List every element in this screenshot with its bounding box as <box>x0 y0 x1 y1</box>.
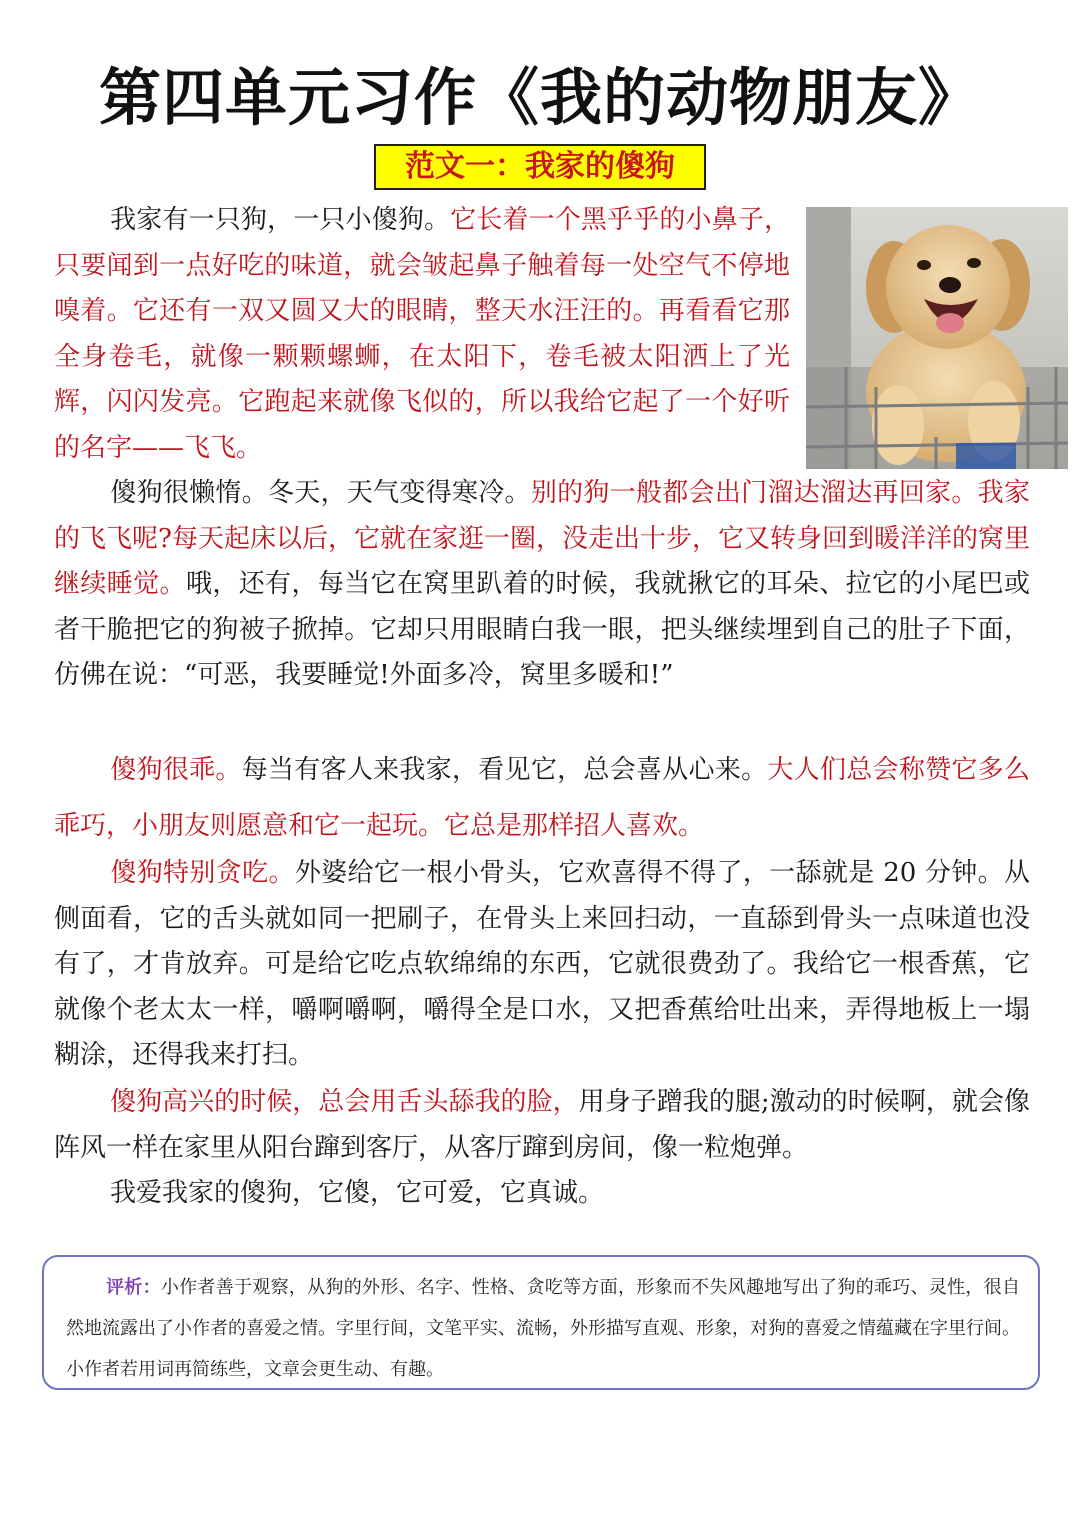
paragraph-3-part-1: 傻狗很乖。 <box>110 755 242 785</box>
paragraph-5 <box>54 1080 1030 1171</box>
paragraph-3 <box>54 742 1030 854</box>
paragraph-3-part-3: 大人们总会称赞它多么乖巧，小朋友则愿意和它一起玩。它总是那样招人喜欢。 <box>54 755 1030 841</box>
puppy-photo <box>806 207 1068 469</box>
paragraph-1-part-1: 我家有一只狗，一只小傻狗。 <box>110 205 451 235</box>
essay-subtitle: 范文一：我家的傻狗 <box>374 144 706 190</box>
paragraph-1 <box>54 198 790 471</box>
paragraph-4-part-1: 傻狗特别贪吃。 <box>110 858 295 888</box>
paragraph-6-part-1: 我爱我家的傻狗，它傻，它可爱，它真诚。 <box>110 1178 605 1208</box>
paragraph-6 <box>54 1171 1030 1217</box>
paragraph-2 <box>54 471 1030 699</box>
paragraph-4-part-2: 外婆给它一根小骨头，它欢喜得不得了，一舔就是 20 分钟。从侧面看，它的舌头就如同一把刷子，在骨头上来回扫动，一直舔到骨头一点味道也没有了，才肯放弃。可是给它吃点软绵绵的东西，它就很费劲了。我给它一根香蕉，它就像个老太太一样，嚼啊嚼啊，嚼得全是口水，又把香蕉给吐出来，弄得地板上一塌糊涂，还得我来打扫。 <box>54 858 1030 1070</box>
puppy-photo-icon <box>806 207 1068 469</box>
review-box <box>42 1255 1040 1390</box>
paragraph-4 <box>54 851 1030 1079</box>
paragraph-1-part-2: 它长着一个黑乎乎的小鼻子，只要闻到一点好吃的味道，就会皱起鼻子触着每一处空气不停地嗅着。它还有一双又圆又大的眼睛，整天水汪汪的。再看看它那全身卷毛，就像一颗颗螺蛳，在太阳下，卷毛被太阳洒上了光辉，闪闪发亮。它跑起来就像飞似的，所以我给它起了一个好听的名字——飞飞。 <box>54 205 790 463</box>
review-label: 评析： <box>106 1277 161 1298</box>
paragraph-2-part-1: 傻狗很懒惰。冬天，天气变得寒冷。 <box>110 478 531 508</box>
paragraph-3-part-2: 每当有客人来我家，看见它，总会喜从心来。 <box>241 755 768 785</box>
paragraph-5-part-1: 傻狗高兴的时候，总会用舌头舔我的脸， <box>110 1087 579 1117</box>
paragraph-2-part-3: 哦，还有，每当它在窝里趴着的时候，我就揪它的耳朵、拉它的小尾巴或者干脆把它的狗被子掀掉。它却只用眼睛白我一眼，把头继续埋到自己的肚子下面，仿佛在说：“可恶，我要睡觉!外面多冷，窝里多暖和!” <box>54 569 1030 690</box>
page-title: 第四单元习作《我的动物朋友》 <box>98 61 981 134</box>
paragraph-2-part-2: 别的狗一般都会出门溜达溜达再回家。我家的飞飞呢?每天起床以后，它就在家逛一圈，没走出十步，它又转身回到暖洋洋的窝里继续睡觉。 <box>54 478 1030 599</box>
review-text: 小作者善于观察，从狗的外形、名字、性格、贪吃等方面，形象而不失风趣地写出了狗的乖巧、灵性，很自然地流露出了小作者的喜爱之情。字里行间，文笔平实、流畅，外形描写直观、形象，对狗的喜爱之情蕴藏在字里行间。小作者若用词再简练些，文章会更生动、有趣。 <box>66 1277 1020 1380</box>
paragraph-5-part-2: 用身子蹭我的腿;激动的时候啊，就会像阵风一样在家里从阳台蹿到客厅，从客厅蹿到房间，像一粒炮弹。 <box>54 1087 1030 1163</box>
